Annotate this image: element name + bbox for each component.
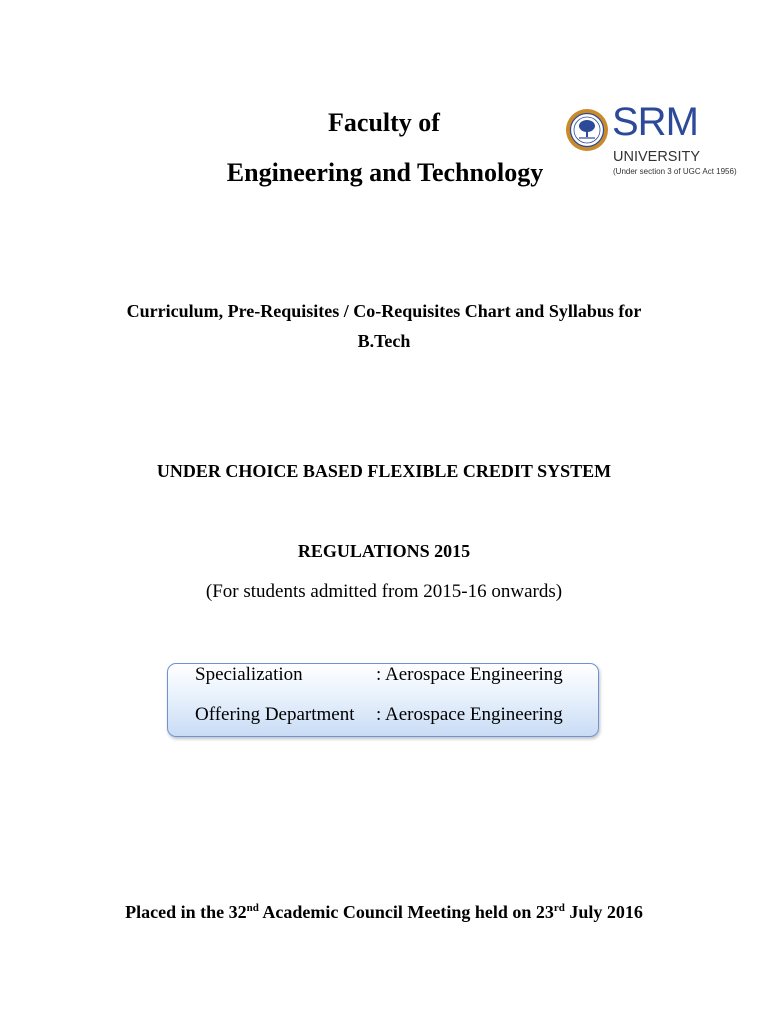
specialization-box: [167, 663, 599, 737]
council-text-2: Academic Council Meeting held on 23: [258, 902, 554, 922]
logo-subtitle: UNIVERSITY: [613, 149, 701, 165]
curriculum-heading: Curriculum, Pre-Requisites / Co-Requisites Chart and Syllabus for: [126, 301, 642, 321]
university-seal-icon: [565, 108, 609, 152]
specialization-value: : Aerospace Engineering: [376, 664, 563, 685]
specialization-label: Specialization: [195, 664, 303, 685]
srm-university-logo: [565, 100, 737, 178]
council-text-3: July 2016: [564, 902, 643, 922]
council-meeting-note: [0, 902, 768, 923]
department-label: Offering Department: [195, 704, 355, 725]
council-text-1: Placed in the 32: [125, 902, 247, 922]
council-sup-2: rd: [553, 902, 565, 914]
faculty-subtitle: Engineering and Technology: [226, 158, 544, 187]
logo-wordmark: SRM: [612, 100, 698, 144]
logo-act-text: (Under section 3 of UGC Act 1956): [613, 167, 737, 176]
council-sup-1: nd: [246, 902, 259, 914]
department-row: [168, 704, 598, 728]
credit-system-heading: UNDER CHOICE BASED FLEXIBLE CREDIT SYSTEM: [156, 461, 612, 481]
faculty-title: Faculty of: [328, 108, 440, 137]
specialization-row: [168, 664, 598, 688]
admission-note: (For students admitted from 2015-16 onwards): [205, 581, 563, 602]
degree-label: B.Tech: [357, 331, 411, 351]
regulations-heading: REGULATIONS 2015: [297, 541, 471, 561]
department-value: : Aerospace Engineering: [376, 704, 563, 725]
